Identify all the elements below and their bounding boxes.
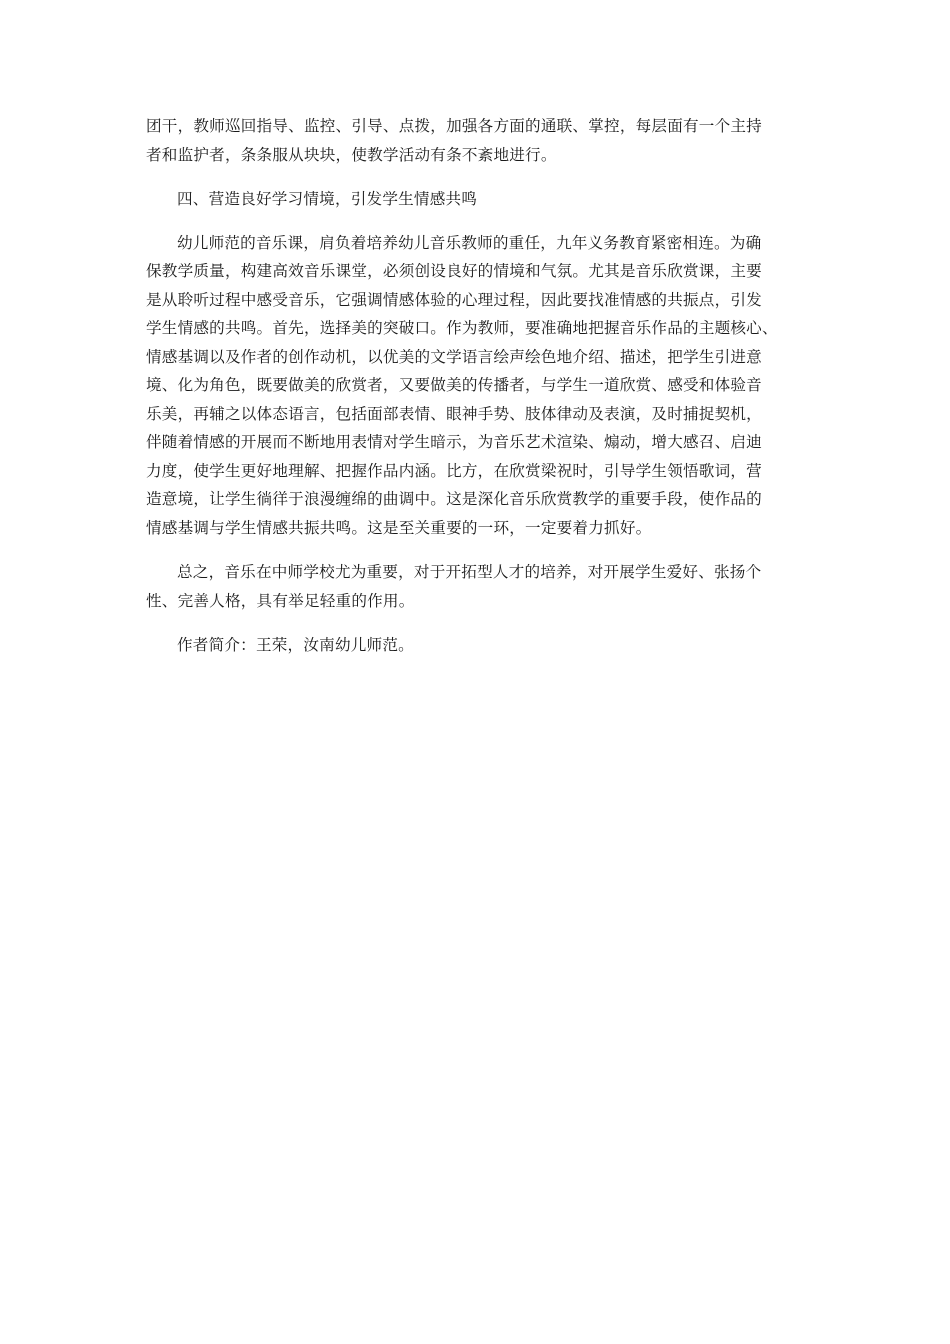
text-line: 幼儿师范的音乐课，肩负着培养幼儿音乐教师的重任，九年义务教育紧密相连。为确	[177, 233, 762, 252]
author-bio	[146, 631, 806, 660]
text-line: 情感基调以及作者的创作动机，以优美的文学语言绘声绘色地介绍、描述，把学生引进意	[146, 347, 762, 366]
text-line: 造意境，让学生徜徉于浪漫缠绵的曲调中。这是深化音乐欣赏教学的重要手段，使作品的	[146, 490, 762, 508]
author-bio-text: 作者简介：王荣，汝南幼儿师范。	[177, 636, 414, 654]
text-line: 情感基调与学生情感共振共鸣。这是至关重要的一环，一定要着力抓好。	[146, 518, 652, 537]
text-line: 学生情感的共鸣。首先，选择美的突破口。作为教师，要准确地把握音乐作品的主题核心、	[146, 319, 778, 337]
text-line: 性、完善人格，具有举足轻重的作用。	[146, 591, 415, 610]
paragraph-body	[146, 229, 806, 543]
text-line: 乐美，再辅之以体态语言，包括面部表情、眼神手势、肢体律动及表演，及时捕捉契机，	[146, 404, 762, 423]
text-line: 总之，音乐在中师学校尤为重要，对于开拓型人才的培养，对开展学生爱好、张扬个	[177, 563, 762, 581]
text-line: 保教学质量，构建高效音乐课堂，必须创设良好的情境和气氛。尤其是音乐欣赏课，主要	[146, 262, 762, 280]
text-line: 境、化为角色，既要做美的欣赏者，又要做美的传播者，与学生一道欣赏、感受和体验音	[146, 376, 762, 394]
text-line: 伴随着情感的开展而不断地用表情对学生暗示，为音乐艺术渲染、煽动，增大感召、启迪	[146, 433, 762, 451]
text-line: 力度，使学生更好地理解、把握作品内涵。比方，在欣赏梁祝时，引导学生领悟歌词，营	[146, 461, 762, 480]
text-line: 者和监护者，条条服从块块，使教学活动有条不紊地进行。	[146, 145, 557, 164]
paragraph-continuation	[146, 112, 806, 169]
section-heading	[146, 185, 806, 214]
text-line: 是从聆听过程中感受音乐，它强调情感体验的心理过程，因此要找准情感的共振点，引发	[146, 290, 762, 309]
document-page	[146, 112, 806, 660]
text-line: 团干，教师巡回指导、监控、引导、点拨，加强各方面的通联、掌控，每层面有一个主持	[146, 117, 762, 135]
paragraph-conclusion	[146, 558, 806, 615]
section-heading-text: 四、营造良好学习情境，引发学生情感共鸣	[177, 190, 478, 208]
